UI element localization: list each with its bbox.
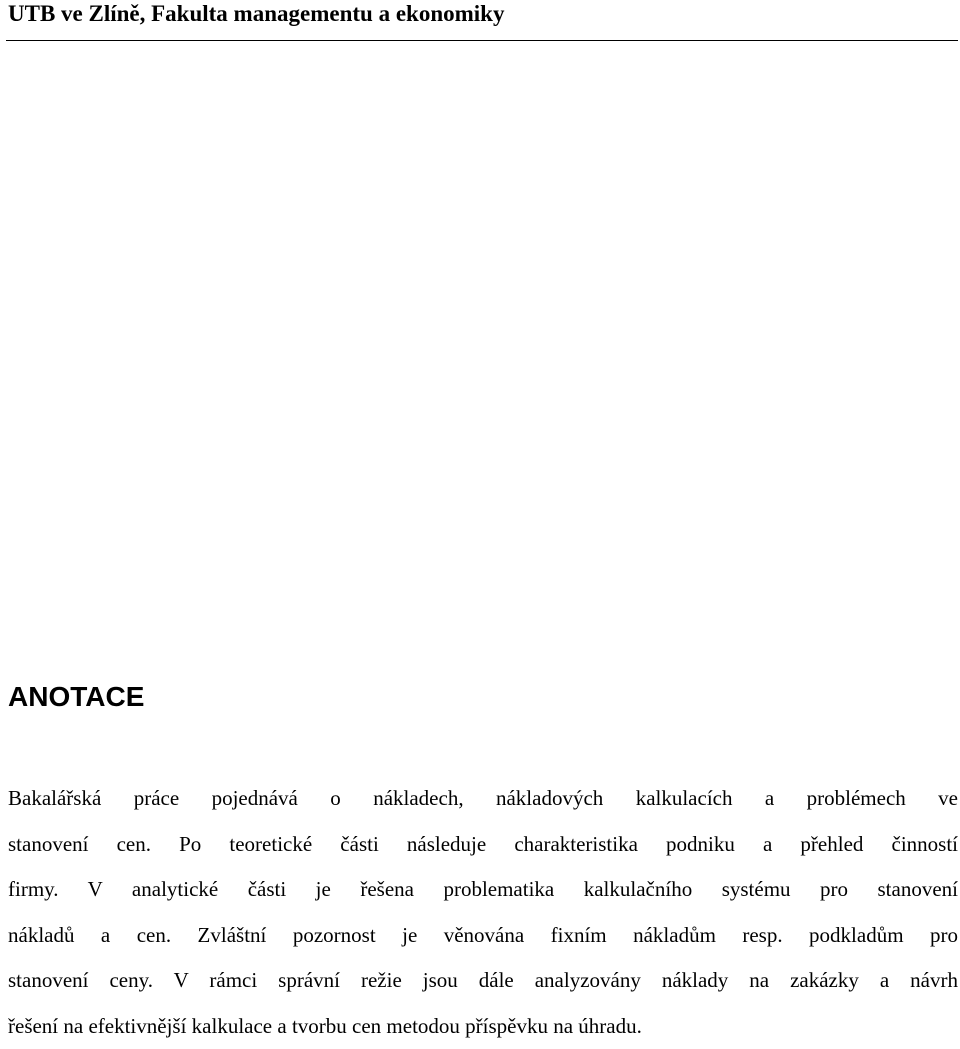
running-header: UTB ve Zlíně, Fakulta managementu a ekonomiky — [8, 0, 504, 28]
abstract-paragraph — [8, 776, 958, 1049]
abstract-line: stanovení ceny. V rámci správní režie jsou dále analyzovány náklady na zakázky a návrh — [8, 958, 958, 1004]
section-heading: ANOTACE — [8, 680, 144, 714]
abstract-line: Bakalářská práce pojednává o nákladech, nákladových kalkulacích a problémech ve — [8, 776, 958, 822]
abstract-line: nákladů a cen. Zvláštní pozornost je věnována fixním nákladům resp. podkladům pro — [8, 913, 958, 959]
abstract-line: stanovení cen. Po teoretické části následuje charakteristika podniku a přehled činností — [8, 822, 958, 868]
abstract-line: řešení na efektivnější kalkulace a tvorbu cen metodou příspěvku na úhradu. — [8, 1004, 958, 1049]
header-divider — [6, 40, 958, 41]
abstract-line: firmy. V analytické části je řešena problematika kalkulačního systému pro stanovení — [8, 867, 958, 913]
